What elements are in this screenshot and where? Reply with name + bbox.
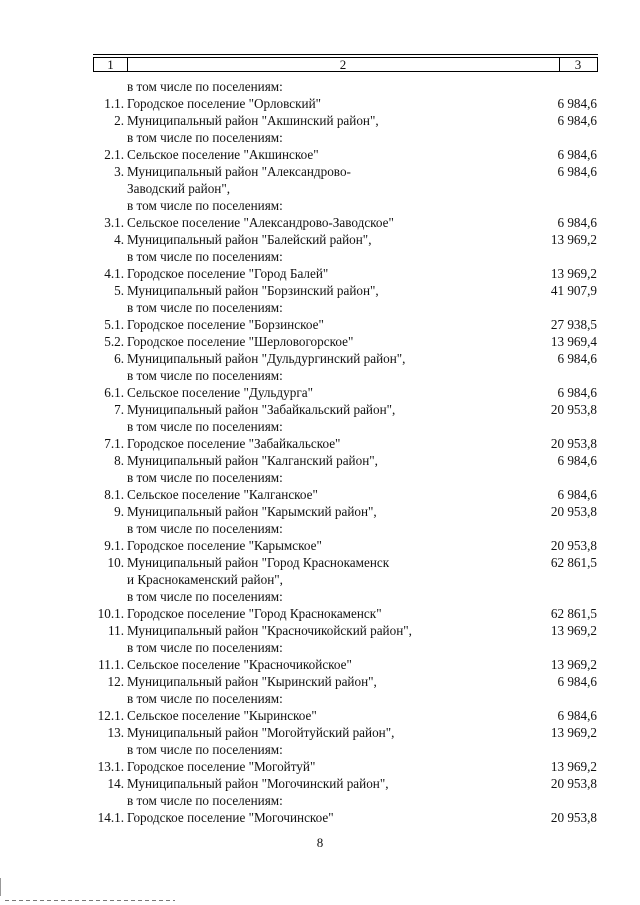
scan-artifact [0, 878, 1, 896]
scan-artifact [5, 900, 175, 901]
row-text: Сельское поселение "Дульдурга" [127, 385, 313, 400]
row-value: 20 953,8 [550, 776, 597, 791]
row-text: в том числе по поселениям: [127, 691, 283, 706]
row-text: Муниципальный район "Балейский район", [127, 232, 372, 247]
row-text: Сельское поселение "Акшинское" [127, 147, 319, 162]
row-value: 6 984,6 [557, 147, 597, 162]
row-number: 8. [114, 453, 124, 468]
row-value: 6 984,6 [557, 453, 597, 468]
table-row [0, 78, 640, 95]
row-number: 2. [114, 113, 124, 128]
table-row [0, 146, 640, 163]
row-text: Муниципальный район "Акшинский район", [127, 113, 379, 128]
table-row [0, 452, 640, 469]
row-text: в том числе по поселениям: [127, 742, 283, 757]
row-value: 13 969,2 [550, 759, 597, 774]
row-value: 13 969,4 [550, 334, 597, 349]
row-number: 14.1. [97, 810, 124, 825]
row-value: 20 953,8 [550, 810, 597, 825]
row-text: Муниципальный район "Забайкальский район", [127, 402, 396, 417]
row-value: 20 953,8 [550, 436, 597, 451]
row-text: в том числе по поселениям: [127, 300, 283, 315]
row-text: Сельское поселение "Калганское" [127, 487, 318, 502]
row-text: Городское поселение "Борзинское" [127, 317, 324, 332]
header-col-3: 3 [574, 57, 582, 72]
row-number: 9.1. [104, 538, 124, 553]
row-text: в том числе по поселениям: [127, 793, 283, 808]
table-row [0, 503, 640, 520]
table-row [0, 214, 640, 231]
row-text: в том числе по поселениям: [127, 470, 283, 485]
row-text: в том числе по поселениям: [127, 249, 283, 264]
row-number: 11.1. [98, 657, 124, 672]
table-top-rule [93, 54, 598, 55]
row-value: 6 984,6 [557, 351, 597, 366]
table-row [0, 367, 640, 384]
row-number: 7. [114, 402, 124, 417]
row-number: 3.1. [104, 215, 124, 230]
table-row [0, 384, 640, 401]
row-text: Сельское поселение "Красночикойское" [127, 657, 352, 672]
table-row [0, 809, 640, 826]
row-value: 20 953,8 [550, 504, 597, 519]
row-text: Городское поселение "Могочинское" [127, 810, 334, 825]
table-row [0, 95, 640, 112]
row-text: Заводский район", [127, 181, 231, 196]
row-text: Городское поселение "Шерловогорское" [127, 334, 354, 349]
row-value: 27 938,5 [550, 317, 597, 332]
row-number: 14. [107, 776, 124, 791]
row-number: 4. [114, 232, 124, 247]
table-row [0, 163, 640, 180]
row-text: Городское поселение "Забайкальское" [127, 436, 341, 451]
row-text: Сельское поселение "Александрово-Заводское" [127, 215, 394, 230]
table-row [0, 333, 640, 350]
row-text: в том числе по поселениям: [127, 198, 283, 213]
row-text: Муниципальный район "Карымский район", [127, 504, 377, 519]
row-number: 6.1. [104, 385, 124, 400]
table-body [0, 78, 640, 826]
row-value: 6 984,6 [557, 385, 597, 400]
row-text: в том числе по поселениям: [127, 368, 283, 383]
table-row [0, 707, 640, 724]
table-row [0, 401, 640, 418]
row-value: 13 969,2 [550, 657, 597, 672]
table-row [0, 792, 640, 809]
row-text: Муниципальный район "Город Краснокаменск [127, 555, 390, 570]
table-row [0, 775, 640, 792]
row-number: 5.2. [104, 334, 124, 349]
row-text: Муниципальный район "Могойтуйский район", [127, 725, 395, 740]
row-text: Муниципальный район "Калганский район", [127, 453, 378, 468]
table-row [0, 486, 640, 503]
table-row [0, 418, 640, 435]
table-row [0, 469, 640, 486]
row-value: 13 969,2 [550, 232, 597, 247]
row-number: 6. [114, 351, 124, 366]
header-col-1: 1 [94, 58, 128, 71]
row-number: 12.1. [97, 708, 124, 723]
row-number: 2.1. [104, 147, 124, 162]
row-text: и Краснокаменский район", [127, 572, 283, 587]
table-row [0, 282, 640, 299]
row-text: Муниципальный район "Могочинский район", [127, 776, 389, 791]
row-text: в том числе по поселениям: [127, 589, 283, 604]
row-number: 10. [107, 555, 124, 570]
row-number: 13.1. [97, 759, 124, 774]
table-row [0, 588, 640, 605]
table-row [0, 622, 640, 639]
row-number: 12. [107, 674, 124, 689]
row-value: 13 969,2 [550, 266, 597, 281]
row-text: Муниципальный район "Кыринский район", [127, 674, 377, 689]
row-text: в том числе по поселениям: [127, 79, 283, 94]
table-row [0, 129, 640, 146]
table-row [0, 180, 640, 197]
table-row [0, 197, 640, 214]
table-row [0, 316, 640, 333]
table-row [0, 605, 640, 622]
table-row [0, 554, 640, 571]
row-value: 6 984,6 [557, 674, 597, 689]
row-text: Муниципальный район "Борзинский район", [127, 283, 379, 298]
table-row [0, 724, 640, 741]
row-value: 13 969,2 [550, 623, 597, 638]
row-value: 6 984,6 [557, 113, 597, 128]
table-row [0, 758, 640, 775]
row-text: Сельское поселение "Кыринское" [127, 708, 317, 723]
table-row [0, 690, 640, 707]
table-row [0, 350, 640, 367]
row-value: 41 907,9 [550, 283, 597, 298]
table-row [0, 231, 640, 248]
row-text: Муниципальный район "Александрово- [127, 164, 351, 179]
row-number: 5.1. [104, 317, 124, 332]
table-row [0, 571, 640, 588]
row-text: Муниципальный район "Дульдургинский район", [127, 351, 406, 366]
table-row [0, 299, 640, 316]
row-text: в том числе по поселениям: [127, 419, 283, 434]
table-row [0, 265, 640, 282]
row-value: 13 969,2 [550, 725, 597, 740]
table-row [0, 248, 640, 265]
row-number: 4.1. [104, 266, 124, 281]
row-value: 20 953,8 [550, 402, 597, 417]
row-number: 11. [108, 623, 124, 638]
table-row [0, 673, 640, 690]
table-row [0, 435, 640, 452]
table-row [0, 520, 640, 537]
row-number: 9. [114, 504, 124, 519]
row-number: 7.1. [104, 436, 124, 451]
row-text: Городское поселение "Город Краснокаменск" [127, 606, 382, 621]
row-number: 3. [114, 164, 124, 179]
row-value: 62 861,5 [550, 555, 597, 570]
row-number: 1.1. [104, 96, 124, 111]
row-text: Городское поселение "Город Балей" [127, 266, 329, 281]
row-text: Муниципальный район "Красночикойский район", [127, 623, 412, 638]
table-row [0, 656, 640, 673]
row-number: 13. [107, 725, 124, 740]
row-value: 20 953,8 [550, 538, 597, 553]
row-value: 6 984,6 [557, 164, 597, 179]
table-row [0, 537, 640, 554]
row-value: 6 984,6 [557, 96, 597, 111]
row-text: Городское поселение "Орловский" [127, 96, 322, 111]
row-text: Городское поселение "Могойтуй" [127, 759, 316, 774]
row-number: 10.1. [97, 606, 124, 621]
row-text: Городское поселение "Карымское" [127, 538, 322, 553]
table-row [0, 112, 640, 129]
row-value: 62 861,5 [550, 606, 597, 621]
row-number: 5. [114, 283, 124, 298]
row-value: 6 984,6 [557, 708, 597, 723]
header-col-2: 2 [127, 58, 560, 71]
row-text: в том числе по поселениям: [127, 640, 283, 655]
row-text: в том числе по поселениям: [127, 130, 283, 145]
row-value: 6 984,6 [557, 215, 597, 230]
table-row [0, 639, 640, 656]
row-number: 8.1. [104, 487, 124, 502]
page-number: 8 [316, 835, 324, 850]
row-text: в том числе по поселениям: [127, 521, 283, 536]
table-row [0, 741, 640, 758]
table-header [93, 57, 598, 72]
row-value: 6 984,6 [557, 487, 597, 502]
